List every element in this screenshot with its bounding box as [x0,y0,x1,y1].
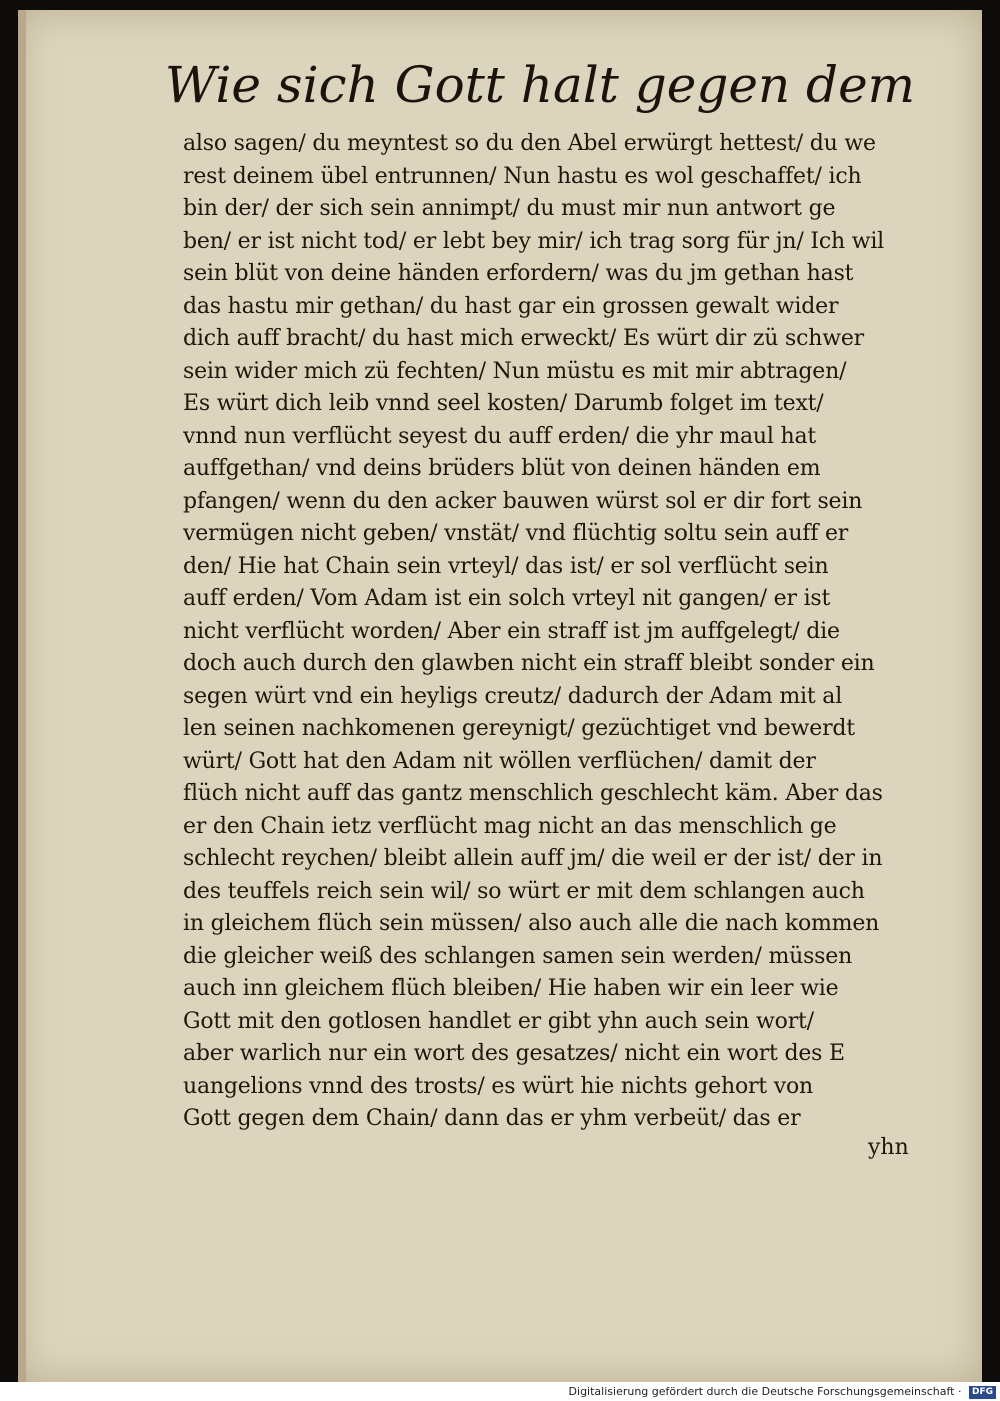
text-line: vermügen nicht geben/ vnstät/ vnd flüchtig soltu sein auff er [183,521,849,546]
text-line: sein wider mich zü fechten/ Nun müstu es mit mir abtragen/ [183,358,847,384]
body-text [183,128,933,1136]
footer-credit: Digitalisierung gefördert durch die Deutsche Forschungsgemeinschaft [568,1385,955,1398]
text-line: Gott mit den gotlosen handlet er gibt yhn auch sein wort/ [183,1008,814,1034]
text-line: vnnd nun verflücht seyest du auff erden/ die yhr maul hat [183,423,817,449]
text-line: aber warlich nur ein wort des gesatzes/ nicht ein wort des E [183,1041,845,1066]
text-line: auffgethan/ vnd deins brüders blüt von deinen händen em [183,456,821,481]
text-line: Es würt dich leib vnnd seel kosten/ Darumb folget im text/ [183,391,824,416]
catchword: yhn [868,1135,909,1160]
text-line: sein blüt von deine händen erfordern/ was du jm gethan hast [183,261,854,286]
text-line: er den Chain ietz verflücht mag nicht an das menschlich ge [183,813,837,839]
text-line: schlecht reychen/ bleibt allein auff jm/ die weil er der ist/ der in [183,846,883,871]
text-line: uangelions vnnd des trosts/ es würt hie nichts gehort von [183,1073,813,1099]
text-line: würt/ Gott hat den Adam nit wöllen verflüchen/ damit der [183,748,816,774]
text-line: segen würt vnd ein heyligs creutz/ dadurch der Adam mit al [183,683,843,709]
text-line: bin der/ der sich sein annimpt/ du must mir nun antwort ge [183,196,836,221]
text-line: in gleichem flüch sein müssen/ also auch alle die nach kommen [183,911,880,936]
text-line: den/ Hie hat Chain sein vrteyl/ das ist/ er sol verflücht sein [183,553,829,579]
text-line: doch auch durch den glawben nicht ein straff bleibt sonder ein [183,651,875,676]
footer-bar [0,1382,1000,1401]
text-line: Gott gegen dem Chain/ dann das er yhm verbeüt/ das er [183,1106,801,1131]
text-line: auch inn gleichem flüch bleiben/ Hie haben wir ein leer wie [183,976,839,1001]
text-line: dich auff bracht/ du hast mich erweckt/ Es würt dir zü schwer [183,326,864,351]
page-binding-edge [18,10,26,1382]
text-line: die gleicher weiß des schlangen samen sein werden/ müssen [183,943,853,969]
page-header: Wie sich Gott halt gegen dem [164,56,916,114]
text-line: also sagen/ du meyntest so du den Abel erwürgt hettest/ du we [183,131,876,156]
text-line: des teuffels reich sein wil/ so würt er mit dem schlangen auch [183,878,865,904]
text-line: das hastu mir gethan/ du hast gar ein grossen gewalt wider [183,293,839,319]
text-line: len seinen nachkomenen gereynigt/ gezüchtiget vnd bewerdt [183,716,855,741]
footer-separator: · [957,1385,962,1398]
text-line: ben/ er ist nicht tod/ er lebt bey mir/ ich trag sorg für jn/ Ich wil [183,228,885,254]
text-line: rest deinem übel entrunnen/ Nun hastu es wol geschaffet/ ich [183,163,862,189]
text-line: pfangen/ wenn du den acker bauwen würst sol er dir fort sein [183,488,863,514]
text-line: auff erden/ Vom Adam ist ein solch vrteyl nit gangen/ er ist [183,586,831,611]
text-line: flüch nicht auff das gantz menschlich geschlecht käm. Aber das [183,781,883,806]
dfg-logo-icon: DFG [969,1386,996,1399]
scanned-page [18,10,982,1382]
text-line: nicht verflücht worden/ Aber ein straff ist jm auffgelegt/ die [183,618,840,644]
